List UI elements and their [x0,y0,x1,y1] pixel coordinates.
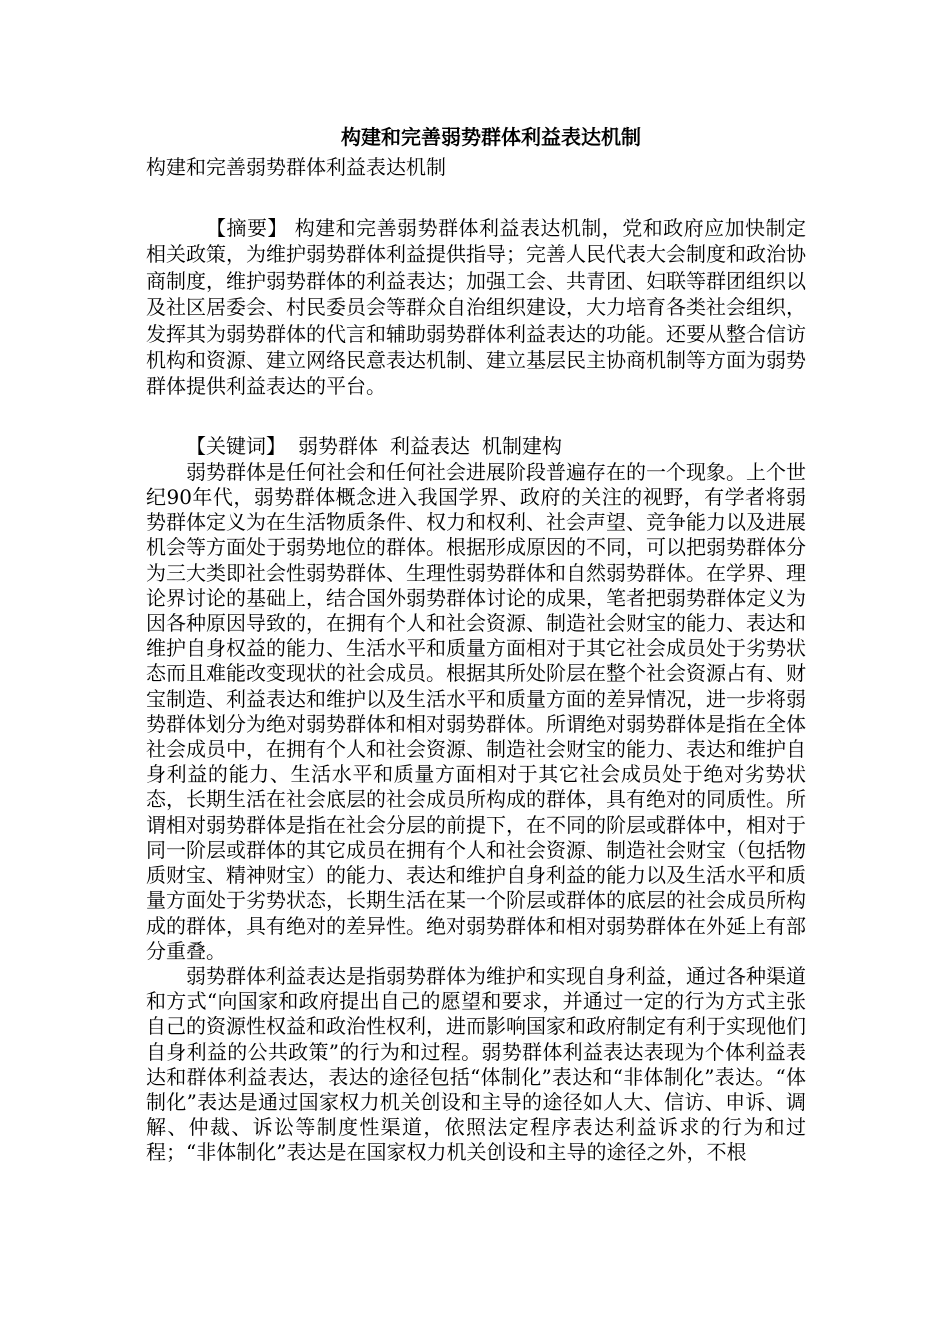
document-subtitle: 构建和完善弱势群体利益表达机制 [146,155,446,179]
blank-line [146,400,806,433]
body-paragraph: 弱势群体是任何社会和任何社会进展阶段普遍存在的一个现象。上个世纪90年代，弱势群体概念进入我国学界、政府的关注的视野，有学者将弱势群体定义为在生活物质条件、权力和权利、社会声望、竞争能力以及进展机会等方面处于弱势地位的群体。根据形成原因的不同，可以把弱势群体分为三大类即社会性弱势群体、生理性弱势群体和自然弱势群体。在学界、理论界讨论的基础上，结合国外弱势群体讨论的成果，笔者把弱势群体定义为因各种原因导致的，在拥有个人和社会资源、制造社会财宝的能力、表达和维护自身权益的能力、生活水平和质量方面相对于其它社会成员处于劣势状态而且难能改变现状的社会成员。根据其所处阶层在整个社会资源占有、财宝制造、利益表达和维护以及生活水平和质量方面的差异情况，进一步将弱势群体划分为绝对弱势群体和相对弱势群体。所谓绝对弱势群体是指在全体社会成员中，在拥有个人和社会资源、制造社会财宝的能力、表达和维护自身利益的能力、生活水平和质量方面相对于其它社会成员处于绝对劣势状态，长期生活在社会底层的社会成员所构成的群体，具有绝对的同质性。所谓相对弱势群体是指在社会分层的前提下，在不同的阶层或群体中，相对于同一阶层或群体的其它成员在拥有个人和社会资源、制造社会财宝（包括物质财宝、精神财宝）的能力、表达和维护自身利益的能力以及生活水平和质量方面处于劣势状态，长期生活在某一个阶层或群体的底层的社会成员所构成的群体，具有绝对的差异性。绝对弱势群体和相对弱势群体在外延上有部分重叠。 [146,459,806,963]
keywords-label: 【关键词】 [186,433,286,458]
document-page [146,122,806,1166]
keyword-item: 利益表达 [390,433,470,458]
keyword-item: 弱势群体 [298,433,378,458]
abstract-paragraph: 【摘要】 构建和完善弱势群体利益表达机制，党和政府应加快制定相关政策，为维护弱势群体利益提供指导；完善人民代表大会制度和政治协商制度，维护弱势群体的利益表达；加强工会、共青团、妇联等群团组织以及社区居委会、村民委员会等群众自治组织建设，大力培育各类社会组织，发挥其为弱势群体的代言和辅助弱势群体利益表达的功能。还要从整合信访机构和资源、建立网络民意表达机制、建立基层民主协商机制等方面为弱势群体提供利益表达的平台。 [146,216,806,399]
blank-line [146,182,806,215]
document-title: 构建和完善弱势群体利益表达机制 [341,125,641,149]
keyword-item: 机制建构 [482,433,562,458]
keywords-line [146,433,806,460]
body-paragraph: 弱势群体利益表达是指弱势群体为维护和实现自身利益，通过各种渠道和方式“向国家和政府提出自己的愿望和要求，并通过一定的行为方式主张自己的资源性权益和政治性权利，进而影响国家和政府制定有利于实现他们自身利益的公共政策”的行为和过程。弱势群体利益表达表现为个体利益表达和群体利益表达，表达的途径包括“体制化”表达和“非体制化”表达。“体制化”表达是通过国家权力机关创设和主导的途径如人大、信访、申诉、调解、仲裁、诉讼等制度性渠道，依照法定程序表达利益诉求的行为和过程；“非体制化”表达是在国家权力机关创设和主导的途径之外，不根 [146,963,806,1165]
